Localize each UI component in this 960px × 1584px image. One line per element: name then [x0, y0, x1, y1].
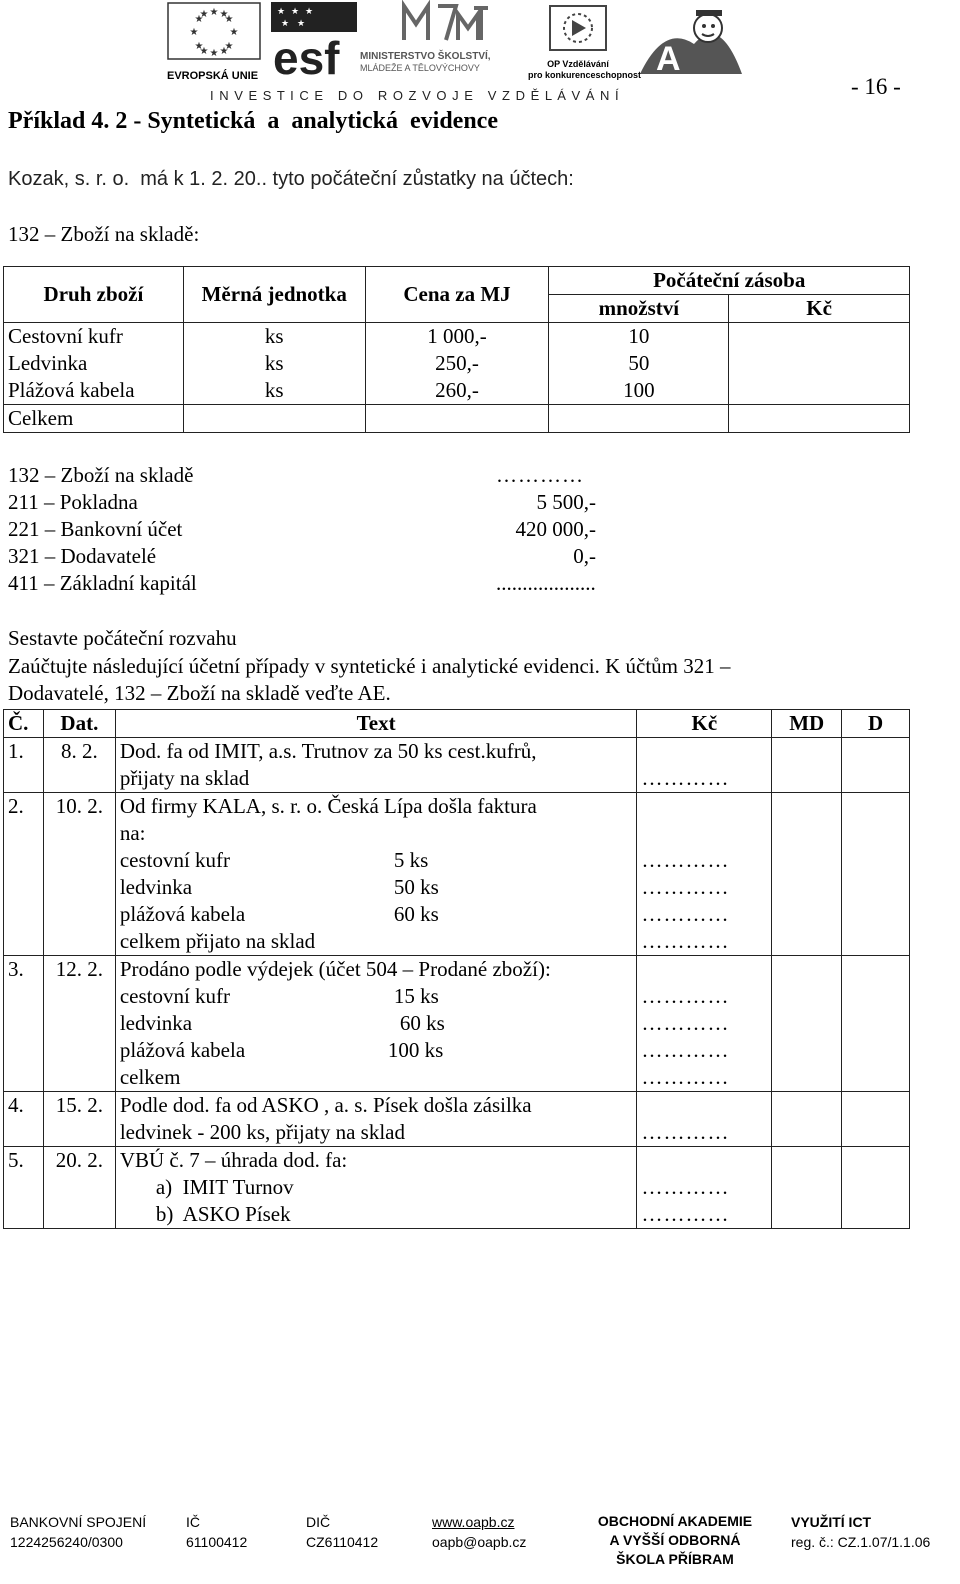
entry-item-qty: 60 ks [399, 1011, 445, 1035]
school-mascot-logo [634, 4, 746, 80]
svg-text:★: ★ [291, 7, 300, 17]
cell-text [115, 793, 637, 956]
entry-line: Od firmy KALA, s. r. o. Česká Lípa došla faktura [119, 794, 537, 818]
cell-price: 260,- [365, 377, 549, 405]
svg-text:★: ★ [229, 27, 239, 38]
cell-md [772, 956, 842, 1092]
account-name: 321 – Dodavatelé [8, 544, 157, 568]
svg-text:★: ★ [224, 14, 234, 25]
amount-blank: ………… [641, 848, 730, 872]
cell-no: 4. [4, 1092, 44, 1147]
entry-item-name: plážová kabela [119, 902, 246, 926]
op-line1: OP Vzdělávání [547, 59, 609, 69]
col-header-unit: Měrná jednotka [183, 267, 365, 323]
subheading: 132 – Zboží na skladě: [8, 222, 200, 246]
svg-text:★: ★ [297, 19, 306, 29]
msmt-line1: MINISTERSTVO ŠKOLSTVÍ, [360, 51, 491, 62]
svg-text:★: ★ [277, 7, 286, 17]
col-header-qty: množství [549, 295, 729, 323]
account-value: 5 500,- [536, 490, 596, 514]
col-header-text: Text [115, 710, 637, 738]
entry-item-qty: 100 ks [387, 1038, 444, 1062]
cell-item: Plážová kabela [4, 377, 184, 405]
cell-md [772, 1092, 842, 1147]
op-emblem-icon [528, 2, 628, 54]
entry-line: přijaty na sklad [119, 766, 250, 790]
table-row [4, 793, 910, 956]
account-value: ................... [496, 571, 596, 595]
account-value: 420 000,- [515, 517, 596, 541]
cell-md [772, 738, 842, 793]
account-name: 221 – Bankovní účet [8, 517, 183, 541]
svg-text:★: ★ [305, 7, 314, 17]
amount-blank: ………… [641, 902, 730, 926]
cell-md [772, 793, 842, 956]
col-header-d: D [842, 710, 910, 738]
cell-czk [729, 323, 910, 351]
reg-number: reg. č.: CZ.1.07/1.1.06 [791, 1534, 931, 1550]
col-header-czk: Kč [637, 710, 772, 738]
entry-item-name: cestovní kufr [119, 984, 231, 1008]
cell-text [115, 956, 637, 1092]
cell-czk [729, 377, 910, 405]
school-line1: OBCHODNÍ AKADEMIE [597, 1513, 753, 1529]
amount-blank: ………… [641, 766, 730, 790]
svg-text:★: ★ [209, 48, 219, 59]
instruction-post-line2: Dodavatelé, 132 – Zboží na skladě veďte AE. [8, 681, 391, 705]
eu-flag-icon [167, 2, 263, 60]
amount-blank: ………… [641, 1065, 730, 1089]
cell-price: 250,- [365, 350, 549, 377]
dic-value: CZ6110412 [306, 1534, 379, 1550]
cell-no: 5. [4, 1147, 44, 1229]
svg-text:★: ★ [194, 14, 204, 25]
cell-unit [183, 405, 365, 433]
instruction-post-line1: Zaúčtujte následující účetní případy v syntetické i analytické evidenci. K účtům 321 – [8, 654, 731, 678]
cell-price: 1 000,- [365, 323, 549, 351]
table-row [4, 350, 910, 377]
svg-text:★: ★ [281, 19, 290, 29]
table-row [4, 956, 910, 1092]
cell-d [842, 1092, 910, 1147]
entry-line: na: [119, 821, 146, 845]
table-row-total [4, 405, 910, 433]
table-row [4, 323, 910, 351]
cell-no: 2. [4, 793, 44, 956]
col-header-price: Cena za MJ [365, 267, 549, 323]
col-header-date: Dat. [43, 710, 115, 738]
col-header-no: Č. [4, 710, 44, 738]
cell-date: 15. 2. [43, 1092, 115, 1147]
entry-line: Prodáno podle výdejek (účet 504 – Prodané zboží): [119, 957, 551, 981]
entry-total: celkem [119, 1065, 181, 1089]
school-line2: A VYŠŠÍ ODBORNÁ [609, 1532, 741, 1548]
account-name: 411 – Základní kapitál [8, 571, 197, 595]
svg-text:★: ★ [219, 9, 229, 20]
amount-blank: ………… [641, 1011, 730, 1035]
cell-czk [637, 738, 772, 793]
bank-value: 1224256240/0300 [10, 1534, 123, 1550]
msmt-emblem-icon [360, 0, 530, 46]
ic-value: 61100412 [186, 1534, 248, 1550]
cell-item: Ledvinka [4, 350, 184, 377]
ic-label: IČ [186, 1514, 200, 1530]
msmt-logo [360, 0, 530, 80]
table-row [4, 1092, 910, 1147]
svg-text:★: ★ [199, 46, 209, 57]
journal-header-row [4, 710, 910, 738]
cell-qty [549, 405, 729, 433]
cell-czk [637, 1147, 772, 1229]
account-value: 0,- [573, 544, 596, 568]
amount-blank: ………… [641, 1175, 730, 1199]
cell-item: Celkem [4, 405, 184, 433]
list-item [8, 516, 648, 543]
account-name: 211 – Pokladna [8, 490, 138, 514]
account-list [8, 462, 648, 597]
svg-text:★: ★ [219, 46, 229, 57]
msmt-line2: MLÁDEŽE A TĚLOVÝCHOVY [360, 63, 480, 73]
ict-label: VYUŽITÍ ICT [791, 1514, 872, 1530]
cell-text [115, 1147, 637, 1229]
cell-date: 10. 2. [43, 793, 115, 956]
table-row [4, 738, 910, 793]
amount-blank: ………… [641, 984, 730, 1008]
eu-label: EVROPSKÁ UNIE [167, 70, 259, 82]
entry-line: Dod. fa od IMIT, a.s. Trutnov za 50 ks cest.kufrů, [119, 739, 537, 763]
bank-label: BANKOVNÍ SPOJENÍ [10, 1514, 147, 1530]
cell-czk [729, 350, 910, 377]
cell-unit: ks [183, 377, 365, 405]
cell-item: Cestovní kufr [4, 323, 184, 351]
stock-header-row [4, 267, 910, 295]
page-number: - 16 - [851, 74, 901, 99]
cell-d [842, 956, 910, 1092]
intro-text: Kozak, s. r. o. má k 1. 2. 20.. tyto počáteční zůstatky na účtech: [8, 168, 574, 190]
web-link[interactable]: www.oapb.cz [432, 1514, 515, 1530]
cell-date: 20. 2. [43, 1147, 115, 1229]
cell-czk [637, 956, 772, 1092]
svg-text:★: ★ [194, 41, 204, 52]
amount-blank: ………… [641, 1202, 730, 1226]
cell-text [115, 738, 637, 793]
col-header-initial-stock: Počáteční zásoba [549, 267, 910, 295]
amount-blank: ………… [641, 929, 730, 953]
col-header-czk: Kč [729, 295, 910, 323]
svg-text:★: ★ [189, 27, 199, 38]
list-item [8, 489, 648, 516]
op-line2: pro konkurenceschopnost [528, 70, 642, 80]
list-item [8, 570, 648, 597]
entry-item-qty: 5 ks [393, 848, 429, 872]
table-row [4, 1147, 910, 1229]
cell-qty: 10 [549, 323, 729, 351]
op-logo [528, 2, 642, 80]
cell-date: 12. 2. [43, 956, 115, 1092]
cell-md [772, 1147, 842, 1229]
entry-line: ledvinek - 200 ks, přijaty na sklad [119, 1120, 406, 1144]
eu-logo [167, 2, 263, 82]
school-line3: ŠKOLA PŘÍBRAM [616, 1551, 734, 1567]
instruction-balance-sheet: Sestavte počáteční rozvahu [8, 626, 237, 650]
esf-logo [271, 2, 357, 78]
entry-line: Podle dod. fa od ASKO , a. s. Písek došla zásilka [119, 1093, 532, 1117]
entry-item-qty: 15 ks [393, 984, 439, 1008]
entry-line: VBÚ č. 7 – úhrada dod. fa: [119, 1148, 348, 1172]
account-value: ………… [496, 463, 584, 487]
col-header-md: MD [772, 710, 842, 738]
footer [0, 1508, 960, 1584]
stock-table [3, 266, 910, 433]
cell-no: 1. [4, 738, 44, 793]
esf-logo-icon [271, 2, 357, 78]
svg-text:★: ★ [209, 7, 219, 18]
mascot-icon [634, 4, 746, 80]
esf-label: esf [273, 32, 340, 78]
cell-d [842, 1147, 910, 1229]
cell-text [115, 1092, 637, 1147]
entry-item-name: plážová kabela [119, 1038, 246, 1062]
cell-d [842, 738, 910, 793]
page-title: Příklad 4. 2 - Syntetická a analytická evidence [8, 108, 498, 134]
entry-item-name: ledvinka [119, 1011, 193, 1035]
entry-item-name: cestovní kufr [119, 848, 231, 872]
journal-table [3, 709, 910, 1229]
cell-date: 8. 2. [43, 738, 115, 793]
list-item [8, 543, 648, 570]
svg-text:★: ★ [199, 9, 209, 20]
amount-blank: ………… [641, 875, 730, 899]
entry-sub-b: b) ASKO Písek [155, 1202, 291, 1226]
account-name: 132 – Zboží na skladě [8, 463, 194, 487]
col-header-item: Druh zboží [4, 267, 184, 323]
cell-d [842, 793, 910, 956]
amount-blank: ………… [641, 1038, 730, 1062]
list-item [8, 462, 648, 489]
entry-item-qty: 50 ks [393, 875, 439, 899]
entry-item-qty: 60 ks [393, 902, 439, 926]
cell-no: 3. [4, 956, 44, 1092]
cell-unit: ks [183, 350, 365, 377]
amount-blank: ………… [641, 1120, 730, 1144]
cell-qty: 100 [549, 377, 729, 405]
entry-sub-a: a) IMIT Turnov [155, 1175, 294, 1199]
dic-label: DIČ [306, 1514, 331, 1530]
svg-text:★: ★ [224, 41, 234, 52]
svg-text:A: A [656, 40, 681, 78]
cell-czk [637, 793, 772, 956]
cell-czk [637, 1092, 772, 1147]
table-row [4, 377, 910, 405]
email-link[interactable]: oapb@oapb.cz [432, 1534, 527, 1550]
cell-czk [729, 405, 910, 433]
cell-price [365, 405, 549, 433]
cell-unit: ks [183, 323, 365, 351]
header-tagline: I N V E S T I C E D O R O Z V O J E V Z D Ě L Á V Á N Í [210, 88, 620, 103]
cell-qty: 50 [549, 350, 729, 377]
entry-item-name: ledvinka [119, 875, 193, 899]
entry-total: celkem přijato na sklad [119, 929, 316, 953]
